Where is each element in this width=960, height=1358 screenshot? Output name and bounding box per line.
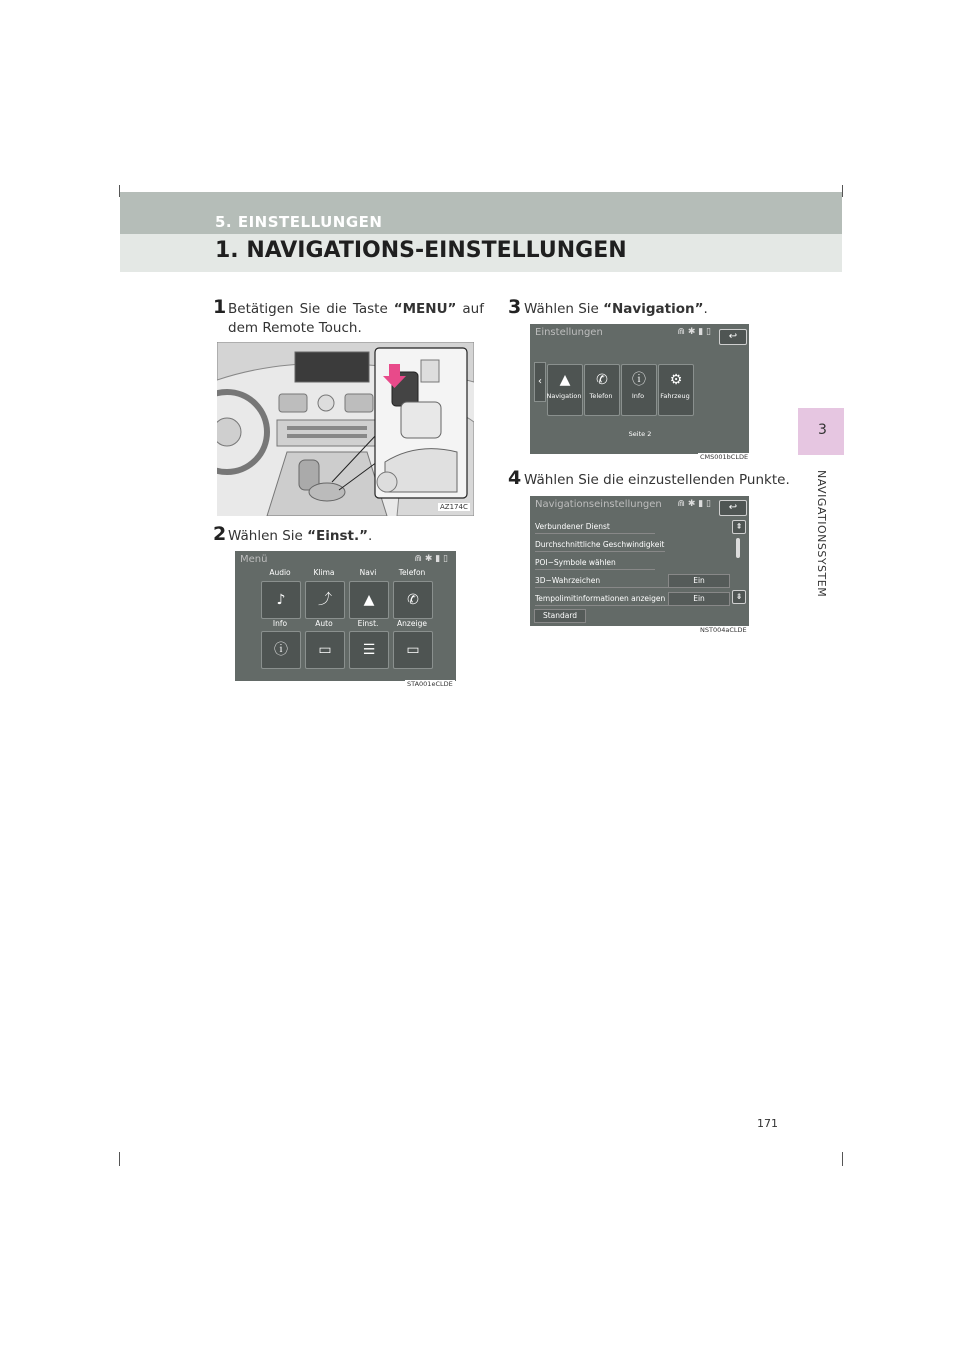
vehicle-tile[interactable]: [658, 364, 694, 416]
info-tile[interactable]: [621, 364, 657, 416]
screen-title: Einstellungen: [535, 327, 603, 338]
phone-icon: ✆: [407, 592, 419, 608]
menu-label-auto: Auto: [315, 619, 333, 628]
info-icon: ⓘ: [274, 642, 288, 658]
page-number: 171: [757, 1117, 778, 1130]
crop-mark: [842, 185, 843, 197]
display-icon: ▭: [406, 642, 420, 658]
menu-label-einst: Einst.: [357, 619, 379, 628]
settings-row-3d-wahrzeichen[interactable]: 3D−Wahrzeichen: [535, 574, 730, 588]
chapter-number: 3: [818, 422, 827, 438]
navigation-icon: ▲: [363, 592, 375, 608]
crop-mark: [119, 1152, 120, 1166]
navigation-icon: ▲: [559, 372, 571, 388]
car-gear-icon: ⚙: [669, 372, 683, 388]
crop-mark: [842, 1152, 843, 1166]
step-key: “MENU”: [393, 301, 457, 317]
step-text-part: Wählen Sie: [524, 301, 604, 317]
screen-title: Navigationseinstellungen: [535, 499, 662, 510]
dashboard-illustration: [217, 342, 474, 516]
info-tile[interactable]: [261, 631, 301, 669]
tile-label-navigation: Navigation: [546, 392, 582, 400]
tile-label-fahrzeug: Fahrzeug: [660, 392, 690, 400]
car-icon: ▭: [318, 642, 332, 658]
audio-tile[interactable]: [261, 581, 301, 619]
arrow-down-icon: ⇟: [735, 592, 743, 601]
step-number: 2: [213, 523, 227, 545]
chevron-left-icon: ‹: [538, 376, 542, 387]
scroll-up-button[interactable]: [732, 520, 746, 534]
menu-label-info: Info: [272, 619, 288, 628]
arrow-up-icon: ⇞: [735, 522, 743, 531]
navigation-settings-screen: [530, 496, 749, 626]
navigation-tile[interactable]: [547, 364, 583, 416]
phone-icon: ✆: [596, 372, 608, 388]
settings-row-poi-symbole[interactable]: POI−Symbole wählen: [535, 556, 655, 570]
page-indicator: Seite 2: [628, 430, 652, 438]
menu-label-klima: Klima: [313, 568, 335, 577]
status-icons: ⋒ ✱ ▮ ▯: [677, 499, 711, 509]
navi-tile[interactable]: [349, 581, 389, 619]
step-number: 3: [508, 296, 522, 318]
tempolimit-value[interactable]: Ein: [668, 592, 730, 606]
phone-tile[interactable]: [584, 364, 620, 416]
menu-label-anzeige: Anzeige: [397, 619, 427, 628]
page-title: 1. NAVIGATIONS-EINSTELLUNGEN: [215, 238, 627, 263]
step-number: 1: [213, 296, 227, 318]
step-text-part: Wählen Sie die einzustellenden Punkte.: [524, 472, 790, 488]
step-text: [524, 300, 708, 319]
chapter-label-wrap: [810, 470, 830, 620]
climate-tile[interactable]: [305, 581, 345, 619]
step-text-part: .: [367, 528, 373, 544]
3d-wahrzeichen-value[interactable]: Ein: [668, 574, 730, 588]
menu-label-audio: Audio: [269, 568, 291, 577]
step-text-part: Wählen Sie: [228, 528, 308, 544]
step-text: [228, 527, 372, 546]
seat-fan-icon: ⤴: [318, 592, 332, 608]
status-icons: ⋒ ✱ ▮ ▯: [677, 327, 711, 337]
back-button[interactable]: [719, 329, 747, 345]
phone-tile[interactable]: [393, 581, 433, 619]
settings-list-icon: ☰: [362, 642, 376, 658]
back-arrow-icon: ↩: [728, 331, 738, 342]
info-icon: ⓘ: [632, 372, 646, 388]
menu-screen: [235, 551, 456, 681]
scrollbar-thumb[interactable]: [736, 538, 740, 558]
scroll-down-button[interactable]: [732, 590, 746, 604]
step-number: 4: [508, 467, 522, 489]
menu-label-navi: Navi: [359, 568, 377, 577]
screen-title: Menü: [240, 554, 268, 565]
chapter-label: NAVIGATIONSSYSTEM: [815, 470, 828, 598]
step-text-part: auf dem Remote Touch.: [228, 301, 484, 336]
status-icons: ⋒ ✱ ▮ ▯: [414, 554, 448, 564]
step-text-part: Betätigen Sie die Taste: [228, 301, 394, 317]
settings-row-verbundener-dienst[interactable]: Verbundener Dienst: [535, 520, 655, 534]
auto-tile[interactable]: [305, 631, 345, 669]
menu-label-telefon: Telefon: [398, 568, 426, 577]
settings-tile[interactable]: [349, 631, 389, 669]
section-title: 5. EINSTELLUNGEN: [215, 213, 383, 231]
back-button[interactable]: [719, 500, 747, 516]
dashboard-drawing: [217, 342, 474, 516]
settings-row-tempolimit[interactable]: Tempolimitinformationen anzeigen: [535, 592, 730, 606]
music-note-icon: ♪: [276, 592, 286, 608]
step-text-part: .: [703, 301, 708, 317]
figure-code: STA001eCLDE: [407, 680, 453, 688]
step-key: “Einst.”: [307, 528, 368, 544]
display-tile[interactable]: [393, 631, 433, 669]
step-text: [524, 471, 790, 490]
standard-button[interactable]: Standard: [534, 609, 586, 623]
back-arrow-icon: ↩: [728, 502, 738, 513]
settings-row-durchschnitt[interactable]: Durchschnittliche Geschwindigkeit: [535, 538, 665, 552]
figure-code: NST004aCLDE: [700, 626, 747, 634]
step-text: [228, 300, 484, 338]
tile-label-telefon: Telefon: [589, 392, 613, 400]
figure-code: AZ174C: [440, 503, 468, 511]
tile-label-info: Info: [631, 392, 645, 400]
figure-code: CMS001bCLDE: [700, 453, 749, 461]
settings-screen: [530, 324, 749, 454]
step-key: “Navigation”: [603, 301, 704, 317]
